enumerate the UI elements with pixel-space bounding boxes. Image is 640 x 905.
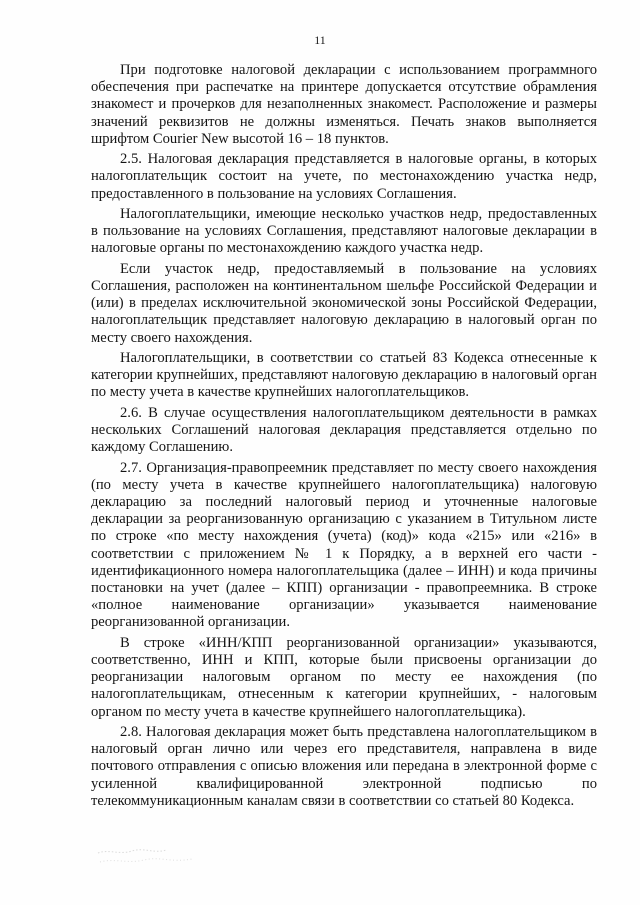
paragraph-2-7: 2.7. Организация-правопреемник представляет по месту своего нахождения (по месту учета в качестве крупнейшего налогоплательщика) налоговую декларацию за последний налоговый период и уточненные налоговые декларации за реорганизованную организацию с указанием в Титульном листе по строке «по месту нахождения (учета) (код)» кода «215» или «216» в соответствии с приложением № 1 к Порядку, а в верхней его части - идентификационного номера налогоплательщика (далее – ИНН) и кода причины постановки на учет (далее – КПП) организации - правопреемника. В строке «полное наименование организации» указывается наименование реорганизованной организации. — [91, 459, 597, 631]
paragraph-inn-kpp: В строке «ИНН/КПП реорганизованной организации» указываются, соответственно, ИНН и КПП, которые были присвоены организации до реорганизации налоговым органом по месту ее нахождения (по налогоплательщикам, отнесенным к категории крупнейших, - налоговым органом по месту учета в качестве крупнейшего налогоплательщика). — [91, 634, 597, 720]
document-body — [91, 62, 597, 813]
paragraph-2-6: 2.6. В случае осуществления налогоплательщиком деятельности в рамках нескольких Соглашений налоговая декларация представляется отдельно по каждому Соглашению. — [91, 404, 597, 456]
paragraph-printing-rules: При подготовке налоговой декларации с использованием программного обеспечения при распечатке на принтере допускается отсутствие обрамления знакомест и прочерков для незаполненных знакомест. Расположение и размеры значений реквизитов не должны изменяться. Печать знаков выполняется шрифтом Courier New высотой 16 – 18 пунктов. — [91, 62, 597, 147]
paragraph-multiple-plots: Налогоплательщики, имеющие несколько участков недр, предоставленных в пользование на условиях Соглашения, представляют налоговые декларации в налоговые органы по местонахождению каждого участка недр. — [91, 206, 597, 257]
paragraph-2-5: 2.5. Налоговая декларация представляется в налоговые органы, в которых налогоплательщик состоит на учете, по местонахождению участка недр, предоставленного в пользование на условиях Соглашения. — [91, 151, 597, 202]
page-number: 11 — [314, 33, 326, 47]
paragraph-largest-taxpayers: Налогоплательщики, в соответствии со статьей 83 Кодекса отнесенные к категории крупнейших, представляют налоговую декларацию в налоговый орган по месту учета в качестве крупнейших налогоплательщиков. — [91, 350, 597, 401]
paragraph-2-8: 2.8. Налоговая декларация может быть представлена налогоплательщиком в налоговый орган лично или через его представителя, направлена в виде почтового отправления с описью вложения или передана в электронной форме с усиленной квалифицированной электронной подписью по телекоммуникационным каналам связи в соответствии со статьей 80 Кодекса. — [91, 724, 597, 809]
faint-stamp-mark — [96, 845, 196, 867]
paragraph-continental-shelf: Если участок недр, предоставляемый в пользование на условиях Соглашения, расположен на континентальном шельфе Российской Федерации и (или) в пределах исключительной экономической зоны Российской Федерации, налогоплательщик представляет налоговую декларацию в налоговый орган по месту своего нахождения. — [91, 260, 597, 346]
